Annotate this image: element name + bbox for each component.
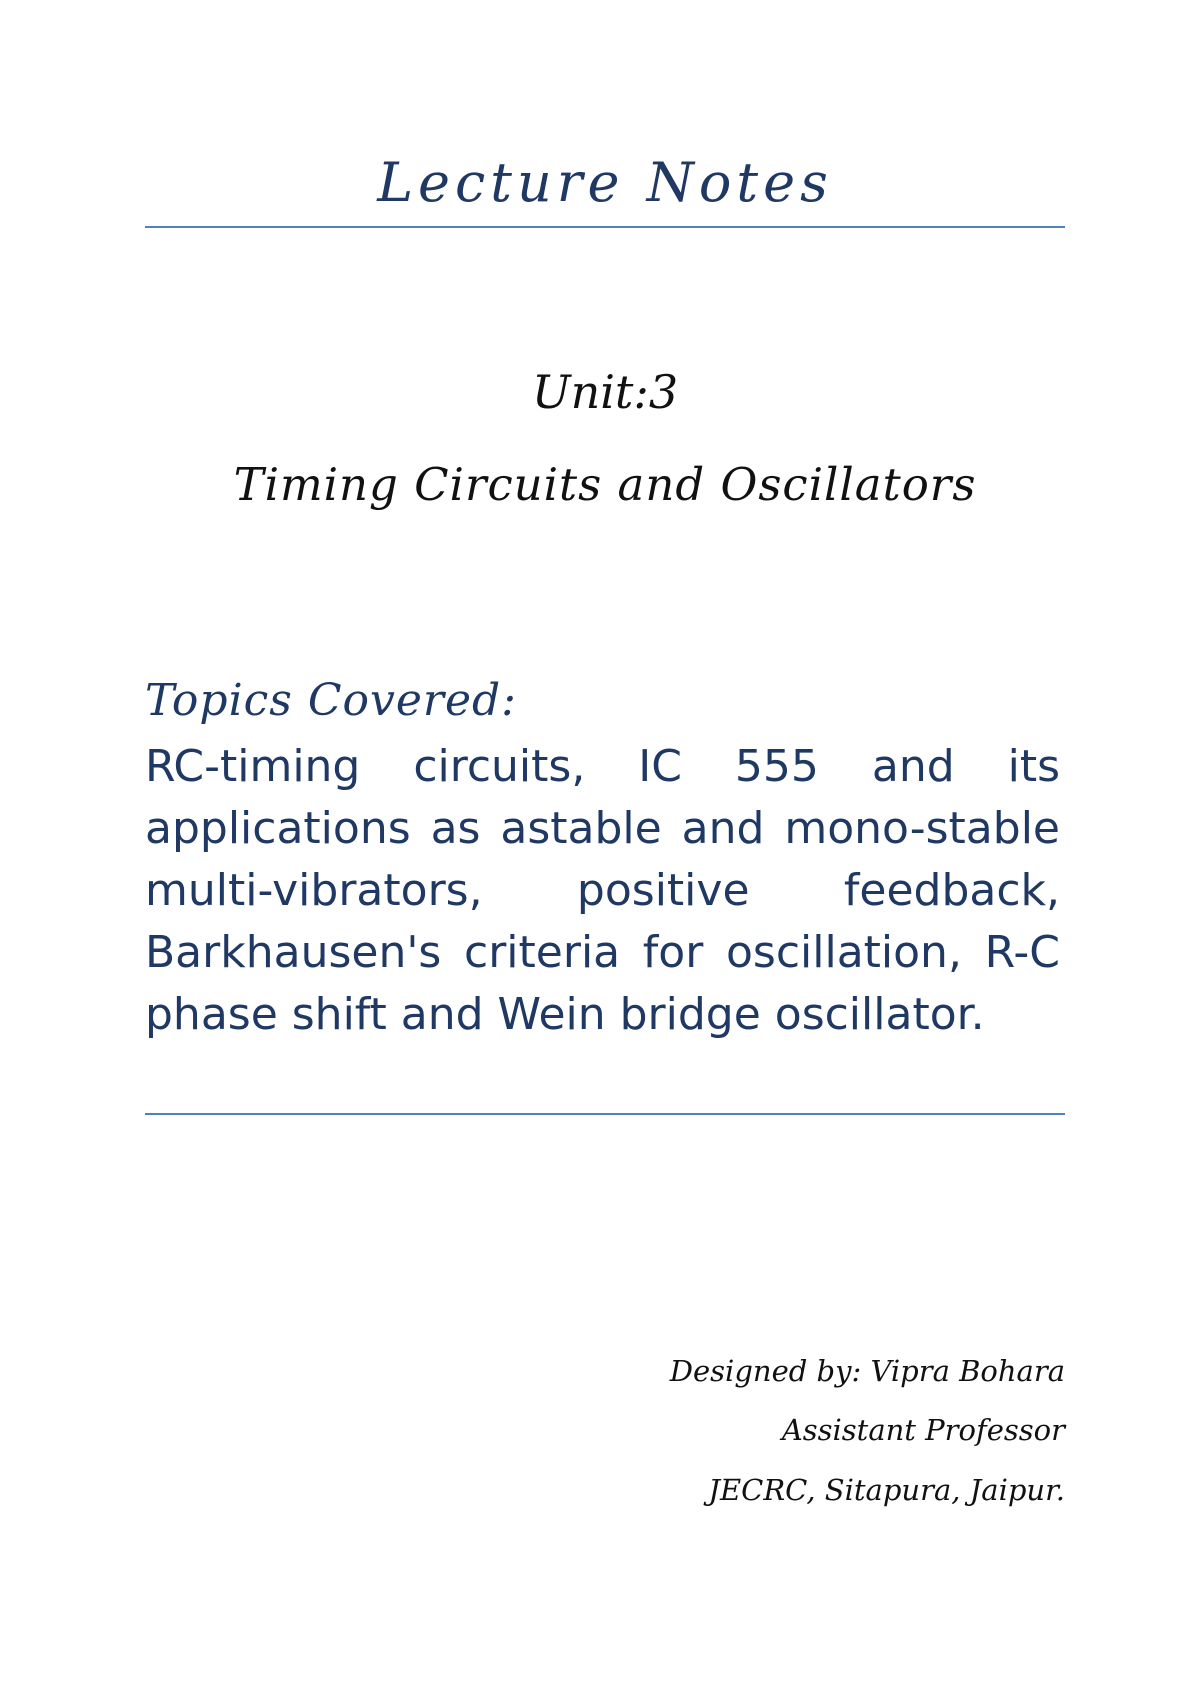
topics-divider xyxy=(145,1113,1065,1115)
credit-institution: JECRC, Sitapura, Jaipur. xyxy=(708,1473,1065,1507)
unit-title: Timing Circuits and Oscillators xyxy=(233,458,977,511)
topics-heading: Topics Covered: xyxy=(145,675,517,726)
unit-number: Unit:3 xyxy=(531,365,679,419)
title-divider xyxy=(145,226,1065,228)
credit-designation: Assistant Professor xyxy=(781,1413,1065,1447)
credit-designed-by: Designed by: Vipra Bohara xyxy=(669,1354,1065,1388)
page-title: Lecture Notes xyxy=(377,151,833,214)
topics-body: RC-timing circuits, IC 555 and its applications as astable and mono-stable multi-vibrators, positive feedback, Barkhausen's criteria for oscillation, R-C phase shift and Wein bridge oscillator. xyxy=(145,741,1060,1040)
